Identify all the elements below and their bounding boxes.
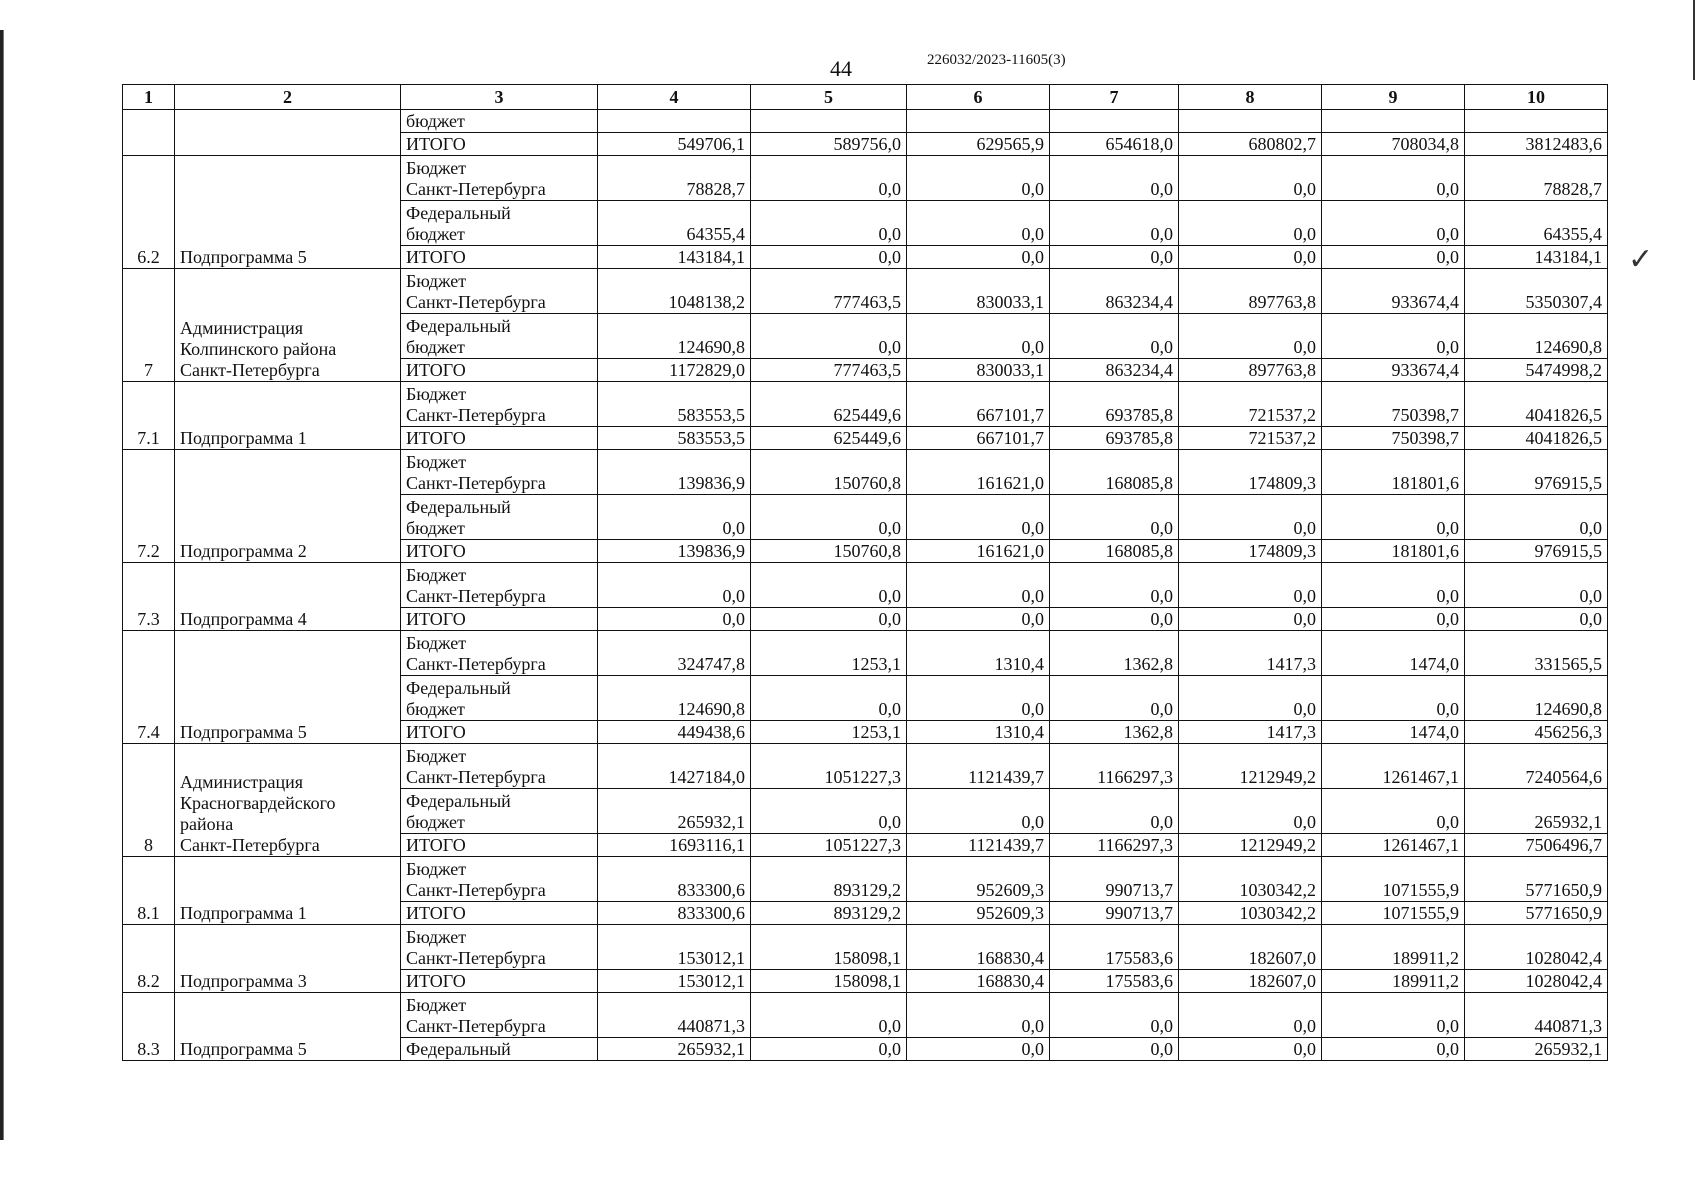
value-cell: 139836,9 <box>598 540 751 563</box>
value-cell: 189911,2 <box>1322 925 1465 970</box>
value-cell: 0,0 <box>1179 314 1322 359</box>
value-cell: 7240564,6 <box>1465 744 1608 789</box>
value-cell <box>1322 110 1465 133</box>
value-cell: 830033,1 <box>907 269 1050 314</box>
table-body <box>123 110 1608 1061</box>
value-cell: 0,0 <box>1322 156 1465 201</box>
column-header: 1 <box>123 85 175 110</box>
value-cell: 0,0 <box>907 563 1050 608</box>
value-cell: 1051227,3 <box>751 834 907 857</box>
table-row <box>123 450 1608 495</box>
value-cell: 181801,6 <box>1322 540 1465 563</box>
value-cell: 124690,8 <box>1465 676 1608 721</box>
value-cell: 1030342,2 <box>1179 857 1322 902</box>
value-cell: 1071555,9 <box>1322 902 1465 925</box>
program-name: Подпрограмма 1 <box>175 382 401 450</box>
value-cell: 0,0 <box>1322 993 1465 1038</box>
value-cell: 777463,5 <box>751 269 907 314</box>
value-cell: 0,0 <box>1050 1038 1179 1061</box>
value-cell: 893129,2 <box>751 857 907 902</box>
value-cell: 1310,4 <box>907 721 1050 744</box>
value-cell: 1051227,3 <box>751 744 907 789</box>
value-cell: 174809,3 <box>1179 450 1322 495</box>
value-cell: 182607,0 <box>1179 970 1322 993</box>
value-cell: 1362,8 <box>1050 631 1179 676</box>
value-cell: 0,0 <box>1050 495 1179 540</box>
value-cell: 0,0 <box>751 495 907 540</box>
value-cell: 0,0 <box>1322 608 1465 631</box>
document-id: 226032/2023-11605(3) <box>927 52 1066 68</box>
value-cell: 625449,6 <box>751 427 907 450</box>
value-cell: 0,0 <box>1179 201 1322 246</box>
value-cell: 549706,1 <box>598 133 751 156</box>
value-cell: 456256,3 <box>1465 721 1608 744</box>
row-number: 8.3 <box>123 993 175 1061</box>
value-cell: 0,0 <box>1322 495 1465 540</box>
value-cell: 0,0 <box>1322 314 1465 359</box>
value-cell: 1028042,4 <box>1465 925 1608 970</box>
funding-source: Федеральный бюджет <box>401 201 598 246</box>
value-cell: 4041826,5 <box>1465 382 1608 427</box>
value-cell: 0,0 <box>751 993 907 1038</box>
funding-source: Бюджет Санкт-Петербурга <box>401 993 598 1038</box>
value-cell: 0,0 <box>751 789 907 834</box>
value-cell: 830033,1 <box>907 359 1050 382</box>
value-cell: 721537,2 <box>1179 382 1322 427</box>
value-cell: 0,0 <box>1465 608 1608 631</box>
value-cell: 158098,1 <box>751 925 907 970</box>
value-cell: 583553,5 <box>598 427 751 450</box>
value-cell: 124690,8 <box>598 676 751 721</box>
value-cell: 1166297,3 <box>1050 744 1179 789</box>
value-cell: 833300,6 <box>598 902 751 925</box>
value-cell: 721537,2 <box>1179 427 1322 450</box>
funding-source: ИТОГО <box>401 608 598 631</box>
column-header: 10 <box>1465 85 1608 110</box>
value-cell: 181801,6 <box>1322 450 1465 495</box>
row-number <box>123 110 175 156</box>
funding-source: ИТОГО <box>401 902 598 925</box>
value-cell: 654618,0 <box>1050 133 1179 156</box>
value-cell: 0,0 <box>907 201 1050 246</box>
value-cell: 0,0 <box>598 608 751 631</box>
value-cell: 0,0 <box>1050 246 1179 269</box>
value-cell: 0,0 <box>1322 201 1465 246</box>
value-cell: 0,0 <box>907 993 1050 1038</box>
value-cell: 4041826,5 <box>1465 427 1608 450</box>
row-number: 7 <box>123 269 175 382</box>
value-cell: 1474,0 <box>1322 721 1465 744</box>
value-cell: 150760,8 <box>751 540 907 563</box>
program-name: Подпрограмма 5 <box>175 631 401 744</box>
value-cell: 708034,8 <box>1322 133 1465 156</box>
funding-source: ИТОГО <box>401 359 598 382</box>
value-cell: 5771650,9 <box>1465 902 1608 925</box>
value-cell: 680802,7 <box>1179 133 1322 156</box>
table-row <box>123 156 1608 201</box>
value-cell: 139836,9 <box>598 450 751 495</box>
value-cell: 5474998,2 <box>1465 359 1608 382</box>
value-cell <box>751 110 907 133</box>
value-cell: 750398,7 <box>1322 427 1465 450</box>
value-cell: 0,0 <box>907 1038 1050 1061</box>
value-cell: 0,0 <box>1050 201 1179 246</box>
value-cell: 0,0 <box>1179 789 1322 834</box>
value-cell: 1028042,4 <box>1465 970 1608 993</box>
column-header: 6 <box>907 85 1050 110</box>
value-cell <box>1465 110 1608 133</box>
value-cell: 625449,6 <box>751 382 907 427</box>
value-cell: 143184,1 <box>1465 246 1608 269</box>
value-cell: 0,0 <box>751 1038 907 1061</box>
table-row <box>123 857 1608 902</box>
table-row <box>123 269 1608 314</box>
column-header: 4 <box>598 85 751 110</box>
row-number: 7.2 <box>123 450 175 563</box>
funding-source: Федеральный бюджет <box>401 314 598 359</box>
value-cell: 1121439,7 <box>907 744 1050 789</box>
value-cell: 0,0 <box>1050 789 1179 834</box>
value-cell: 168085,8 <box>1050 540 1179 563</box>
value-cell: 150760,8 <box>751 450 907 495</box>
value-cell: 331565,5 <box>1465 631 1608 676</box>
value-cell: 667101,7 <box>907 382 1050 427</box>
funding-source: Федеральный бюджет <box>401 495 598 540</box>
value-cell: 324747,8 <box>598 631 751 676</box>
value-cell: 78828,7 <box>598 156 751 201</box>
funding-source: Бюджет Санкт-Петербурга <box>401 631 598 676</box>
value-cell: 0,0 <box>751 201 907 246</box>
value-cell: 0,0 <box>1322 246 1465 269</box>
funding-source: Бюджет Санкт-Петербурга <box>401 925 598 970</box>
funding-source: Бюджет Санкт-Петербурга <box>401 269 598 314</box>
funding-source: Бюджет Санкт-Петербурга <box>401 744 598 789</box>
value-cell: 0,0 <box>1179 563 1322 608</box>
value-cell: 933674,4 <box>1322 359 1465 382</box>
program-name: Администрация Красногвардейского района Санкт-Петербурга <box>175 744 401 857</box>
program-name: Администрация Колпинского района Санкт-Петербурга <box>175 269 401 382</box>
value-cell: 1030342,2 <box>1179 902 1322 925</box>
value-cell: 1172829,0 <box>598 359 751 382</box>
funding-source: Бюджет Санкт-Петербурга <box>401 563 598 608</box>
row-number: 8 <box>123 744 175 857</box>
value-cell: 897763,8 <box>1179 269 1322 314</box>
row-number: 7.3 <box>123 563 175 631</box>
value-cell: 0,0 <box>751 156 907 201</box>
value-cell: 1427184,0 <box>598 744 751 789</box>
value-cell: 1121439,7 <box>907 834 1050 857</box>
funding-source: ИТОГО <box>401 970 598 993</box>
value-cell: 1417,3 <box>1179 631 1322 676</box>
value-cell: 1212949,2 <box>1179 834 1322 857</box>
value-cell <box>1050 110 1179 133</box>
value-cell: 952609,3 <box>907 857 1050 902</box>
funding-source: Бюджет Санкт-Петербурга <box>401 857 598 902</box>
funding-source: ИТОГО <box>401 133 598 156</box>
value-cell: 189911,2 <box>1322 970 1465 993</box>
table-row <box>123 631 1608 676</box>
value-cell: 3812483,6 <box>1465 133 1608 156</box>
value-cell: 667101,7 <box>907 427 1050 450</box>
value-cell: 1474,0 <box>1322 631 1465 676</box>
value-cell: 0,0 <box>1322 676 1465 721</box>
value-cell: 124690,8 <box>1465 314 1608 359</box>
value-cell: 0,0 <box>1179 993 1322 1038</box>
value-cell <box>907 110 1050 133</box>
funding-source: ИТОГО <box>401 721 598 744</box>
value-cell: 158098,1 <box>751 970 907 993</box>
value-cell: 0,0 <box>907 246 1050 269</box>
scan-edge-right <box>1690 0 1695 80</box>
value-cell: 175583,6 <box>1050 970 1179 993</box>
column-header: 5 <box>751 85 907 110</box>
value-cell: 863234,4 <box>1050 269 1179 314</box>
program-name: Подпрограмма 2 <box>175 450 401 563</box>
value-cell: 265932,1 <box>1465 789 1608 834</box>
value-cell: 1212949,2 <box>1179 744 1322 789</box>
value-cell: 0,0 <box>598 495 751 540</box>
value-cell: 265932,1 <box>598 789 751 834</box>
value-cell: 893129,2 <box>751 902 907 925</box>
row-number: 7.4 <box>123 631 175 744</box>
funding-source: Федеральный <box>401 1038 598 1061</box>
funding-source: ИТОГО <box>401 427 598 450</box>
table-row <box>123 993 1608 1038</box>
value-cell: 143184,1 <box>598 246 751 269</box>
value-cell: 833300,6 <box>598 857 751 902</box>
value-cell: 0,0 <box>1050 563 1179 608</box>
value-cell: 175583,6 <box>1050 925 1179 970</box>
value-cell: 0,0 <box>1322 563 1465 608</box>
value-cell: 0,0 <box>907 156 1050 201</box>
value-cell: 78828,7 <box>1465 156 1608 201</box>
program-name: Подпрограмма 1 <box>175 857 401 925</box>
value-cell: 0,0 <box>1050 314 1179 359</box>
value-cell <box>1179 110 1322 133</box>
value-cell: 0,0 <box>907 314 1050 359</box>
value-cell: 0,0 <box>1050 608 1179 631</box>
scan-edge-left <box>0 30 6 1140</box>
value-cell: 1417,3 <box>1179 721 1322 744</box>
row-number: 8.2 <box>123 925 175 993</box>
value-cell: 0,0 <box>1465 563 1608 608</box>
value-cell: 0,0 <box>751 563 907 608</box>
funding-source: Бюджет Санкт-Петербурга <box>401 156 598 201</box>
value-cell: 153012,1 <box>598 925 751 970</box>
value-cell: 0,0 <box>751 608 907 631</box>
checkmark-icon: ✓ <box>1628 242 1654 277</box>
row-number: 6.2 <box>123 156 175 269</box>
value-cell: 990713,7 <box>1050 902 1179 925</box>
funding-source: ИТОГО <box>401 834 598 857</box>
value-cell: 1310,4 <box>907 631 1050 676</box>
value-cell: 0,0 <box>1050 993 1179 1038</box>
value-cell: 0,0 <box>1179 495 1322 540</box>
value-cell: 693785,8 <box>1050 382 1179 427</box>
value-cell: 440871,3 <box>598 993 751 1038</box>
column-header: 7 <box>1050 85 1179 110</box>
program-name: Подпрограмма 5 <box>175 993 401 1061</box>
value-cell: 440871,3 <box>1465 993 1608 1038</box>
value-cell: 1693116,1 <box>598 834 751 857</box>
value-cell: 0,0 <box>907 676 1050 721</box>
value-cell: 0,0 <box>1322 789 1465 834</box>
column-header: 9 <box>1322 85 1465 110</box>
value-cell: 1071555,9 <box>1322 857 1465 902</box>
value-cell: 0,0 <box>598 563 751 608</box>
value-cell: 976915,5 <box>1465 540 1608 563</box>
value-cell: 0,0 <box>751 314 907 359</box>
value-cell: 976915,5 <box>1465 450 1608 495</box>
program-name: Подпрограмма 4 <box>175 563 401 631</box>
value-cell: 1166297,3 <box>1050 834 1179 857</box>
value-cell: 0,0 <box>1465 495 1608 540</box>
budget-table <box>122 84 1608 1061</box>
funding-source: ИТОГО <box>401 540 598 563</box>
program-name <box>175 110 401 156</box>
value-cell: 161621,0 <box>907 450 1050 495</box>
value-cell: 1261467,1 <box>1322 834 1465 857</box>
value-cell: 0,0 <box>1179 608 1322 631</box>
table-row <box>123 744 1608 789</box>
value-cell: 0,0 <box>907 789 1050 834</box>
value-cell: 182607,0 <box>1179 925 1322 970</box>
funding-source: Бюджет Санкт-Петербурга <box>401 450 598 495</box>
value-cell: 863234,4 <box>1050 359 1179 382</box>
value-cell: 64355,4 <box>1465 201 1608 246</box>
funding-source: ИТОГО <box>401 246 598 269</box>
value-cell <box>598 110 751 133</box>
value-cell: 0,0 <box>751 246 907 269</box>
value-cell: 0,0 <box>1050 156 1179 201</box>
value-cell: 750398,7 <box>1322 382 1465 427</box>
value-cell: 1261467,1 <box>1322 744 1465 789</box>
value-cell: 7506496,7 <box>1465 834 1608 857</box>
value-cell: 5350307,4 <box>1465 269 1608 314</box>
value-cell: 0,0 <box>907 495 1050 540</box>
value-cell: 265932,1 <box>598 1038 751 1061</box>
value-cell: 1253,1 <box>751 631 907 676</box>
value-cell: 0,0 <box>1179 1038 1322 1061</box>
value-cell: 161621,0 <box>907 540 1050 563</box>
value-cell: 0,0 <box>1179 246 1322 269</box>
column-header: 2 <box>175 85 401 110</box>
value-cell: 693785,8 <box>1050 427 1179 450</box>
value-cell: 5771650,9 <box>1465 857 1608 902</box>
column-header: 3 <box>401 85 598 110</box>
table-row <box>123 563 1608 608</box>
value-cell: 933674,4 <box>1322 269 1465 314</box>
value-cell: 0,0 <box>1050 676 1179 721</box>
funding-source: Федеральный бюджет <box>401 789 598 834</box>
value-cell: 629565,9 <box>907 133 1050 156</box>
value-cell: 0,0 <box>1322 1038 1465 1061</box>
page-number: 44 <box>830 56 852 81</box>
value-cell: 124690,8 <box>598 314 751 359</box>
value-cell: 583553,5 <box>598 382 751 427</box>
value-cell: 64355,4 <box>598 201 751 246</box>
funding-source: Бюджет Санкт-Петербурга <box>401 382 598 427</box>
value-cell: 449438,6 <box>598 721 751 744</box>
column-header: 8 <box>1179 85 1322 110</box>
value-cell: 777463,5 <box>751 359 907 382</box>
funding-source: Федеральный бюджет <box>401 676 598 721</box>
value-cell: 265932,1 <box>1465 1038 1608 1061</box>
value-cell: 168830,4 <box>907 970 1050 993</box>
value-cell: 1253,1 <box>751 721 907 744</box>
value-cell: 0,0 <box>1179 156 1322 201</box>
value-cell: 168830,4 <box>907 925 1050 970</box>
row-number: 7.1 <box>123 382 175 450</box>
header-row <box>123 85 1608 110</box>
value-cell: 0,0 <box>751 676 907 721</box>
value-cell: 174809,3 <box>1179 540 1322 563</box>
value-cell: 0,0 <box>1179 676 1322 721</box>
program-name: Подпрограмма 5 <box>175 156 401 269</box>
value-cell: 589756,0 <box>751 133 907 156</box>
value-cell: 990713,7 <box>1050 857 1179 902</box>
value-cell: 0,0 <box>907 608 1050 631</box>
value-cell: 1362,8 <box>1050 721 1179 744</box>
funding-source: бюджет <box>401 110 598 133</box>
table-row <box>123 382 1608 427</box>
table-row <box>123 925 1608 970</box>
value-cell: 153012,1 <box>598 970 751 993</box>
value-cell: 168085,8 <box>1050 450 1179 495</box>
row-number: 8.1 <box>123 857 175 925</box>
value-cell: 897763,8 <box>1179 359 1322 382</box>
table-row <box>123 110 1608 133</box>
value-cell: 952609,3 <box>907 902 1050 925</box>
program-name: Подпрограмма 3 <box>175 925 401 993</box>
value-cell: 1048138,2 <box>598 269 751 314</box>
